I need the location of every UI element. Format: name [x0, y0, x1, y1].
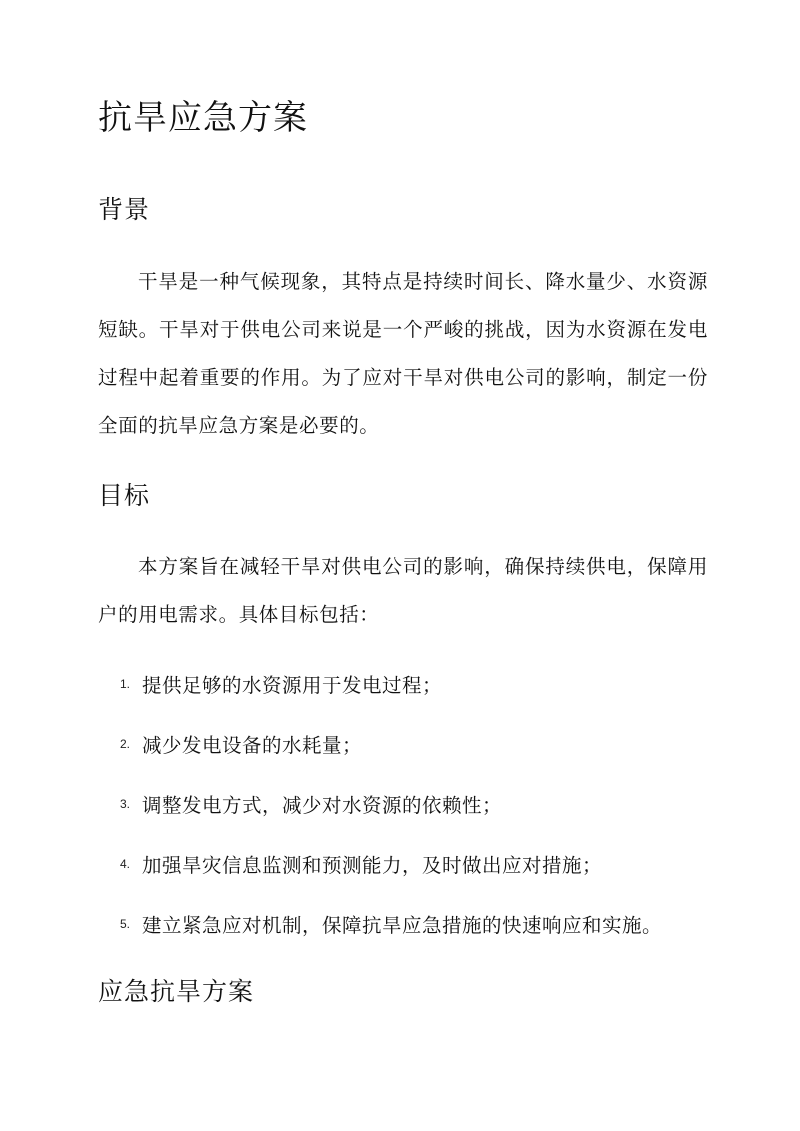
list-item-text: 建立紧急应对机制，保障抗旱应急措施的快速响应和实施。 — [142, 914, 663, 937]
list-item — [98, 834, 718, 894]
section-heading-goals: 目标 — [98, 481, 151, 510]
list-item-number: 4. — [120, 857, 131, 871]
list-item-number: 3. — [120, 797, 131, 811]
list-item-text: 提供足够的水资源用于发电过程； — [142, 674, 443, 697]
list-item-number: 1. — [120, 677, 131, 691]
goals-paragraph: 本方案旨在减轻干旱对供电公司的影响，确保持续供电，保障用户的用电需求。具体目标包括： — [98, 555, 708, 626]
list-item-text: 加强旱灾信息监测和预测能力，及时做出应对措施； — [142, 854, 603, 877]
list-item-text: 调整发电方式，减少对水资源的依赖性； — [142, 794, 503, 817]
list-item — [98, 654, 718, 714]
list-item-number: 5. — [120, 917, 131, 931]
list-item — [98, 894, 718, 954]
list-item-text: 减少发电设备的水耗量； — [142, 734, 363, 757]
background-paragraph: 干旱是一种气候现象，其特点是持续时间长、降水量少、水资源短缺。干旱对于供电公司来说是一个严峻的挑战，因为水资源在发电过程中起着重要的作用。为了应对干旱对供电公司的影响，制定一份全面的抗旱应急方案是必要的。 — [98, 270, 708, 437]
goals-list — [98, 654, 718, 954]
list-item — [98, 714, 718, 774]
section-heading-background: 背景 — [98, 195, 151, 224]
section-heading-plan: 应急抗旱方案 — [98, 977, 255, 1006]
list-item-number: 2. — [120, 737, 131, 751]
document-title: 抗旱应急方案 — [98, 98, 308, 138]
list-item — [98, 774, 718, 834]
